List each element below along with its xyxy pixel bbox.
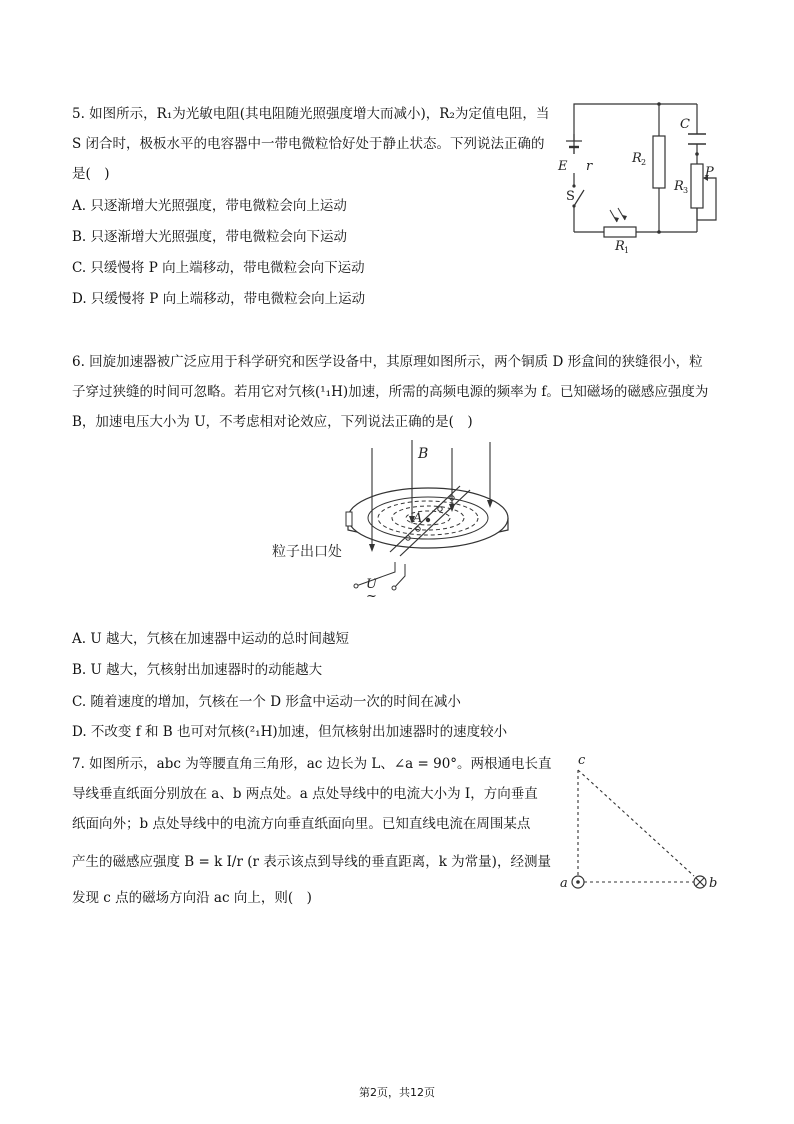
q5-option-c: C. 只缓慢将 P 向上端移动，带电微粒会向下运动 [72,260,365,276]
q7-line1: 7. 如图所示，abc 为等腰直角三角形，ac 边长为 L、∠a = 90°。两根通电长直 [72,756,552,772]
q5-line1: 5. 如图所示，R₁为光敏电阻(其电阻随光照强度增大而减小)，R₂为定值电阻，当 [72,106,550,122]
q7-triangle-diagram [558,752,728,892]
q6-option-a: A. U 越大，氕核在加速器中运动的总时间越短 [72,631,349,647]
q6-option-d: D. 不改变 f 和 B 也可对氘核(²₁H)加速，但氘核射出加速器时的速度较小 [72,724,508,740]
label-P: P [705,165,714,180]
label-E: E [558,159,568,174]
q5-line3: 是( ) [72,166,110,182]
q5-circuit-diagram [560,98,730,258]
q5-option-a: A. 只逐渐增大光照强度，带电微粒会向上运动 [72,198,347,214]
label-A: A [413,511,423,526]
q6-line1: 6. 回旋加速器被广泛应用于科学研究和医学设备中，其原理如图所示，两个铜质 D 形盒间的狭缝很小，粒 [72,354,703,370]
label-B: B [418,446,429,462]
label-R2-sub: 2 [641,158,647,167]
q6-line2: 子穿过狭缝的时间可忽略。若用它对氕核(¹₁H)加速，所需的高频电源的频率为 f。已知磁场的磁感应强度为 [72,384,709,400]
q5-line2: S 闭合时，极板水平的电容器中一带电微粒恰好处于静止状态。下列说法正确的 [72,136,545,152]
q5-option-d: D. 只缓慢将 P 向上端移动，带电微粒会向上运动 [72,291,366,307]
label-r: r [586,159,593,174]
q6-cyclotron-diagram [268,440,528,604]
label-a: a [560,876,568,891]
page-footer: 第2页，共12页 [359,1086,435,1099]
label-R2: R [632,151,642,166]
q7-line2: 导线垂直纸面分别放在 a、b 两点处。a 点处导线中的电流大小为 I，方向垂直 [72,786,538,802]
label-R3: R [674,179,684,194]
q7-line4: 产生的磁感应强度 B = k I/r (r 表示该点到导线的垂直距离，k 为常量)，经测量 [72,854,551,870]
q7-line3: 纸面向外；b 点处导线中的电流方向垂直纸面向里。已知直线电流在周围某点 [72,816,531,832]
q5-option-b: B. 只逐渐增大光照强度，带电微粒会向下运动 [72,229,348,245]
label-tilde: ~ [366,589,377,604]
label-C: C [680,117,690,132]
label-U: U [366,577,377,592]
q7-line5: 发现 c 点的磁场方向沿 ac 向上，则( ) [72,890,312,906]
label-S: S [566,189,575,204]
label-R1: R [615,239,625,254]
q6-option-b: B. U 越大，氕核射出加速器时的动能越大 [72,662,323,678]
q6-line3: B，加速电压大小为 U，不考虑相对论效应，下列说法正确的是( ) [72,414,473,430]
label-c: c [578,753,586,768]
label-R3-sub: 3 [683,186,689,195]
label-exit: 粒子出口处 [272,544,342,560]
label-R1-sub: 1 [624,246,630,255]
q6-option-c: C. 随着速度的增加，氕核在一个 D 形盒中运动一次的时间在减小 [72,694,461,710]
label-b: b [709,876,718,891]
